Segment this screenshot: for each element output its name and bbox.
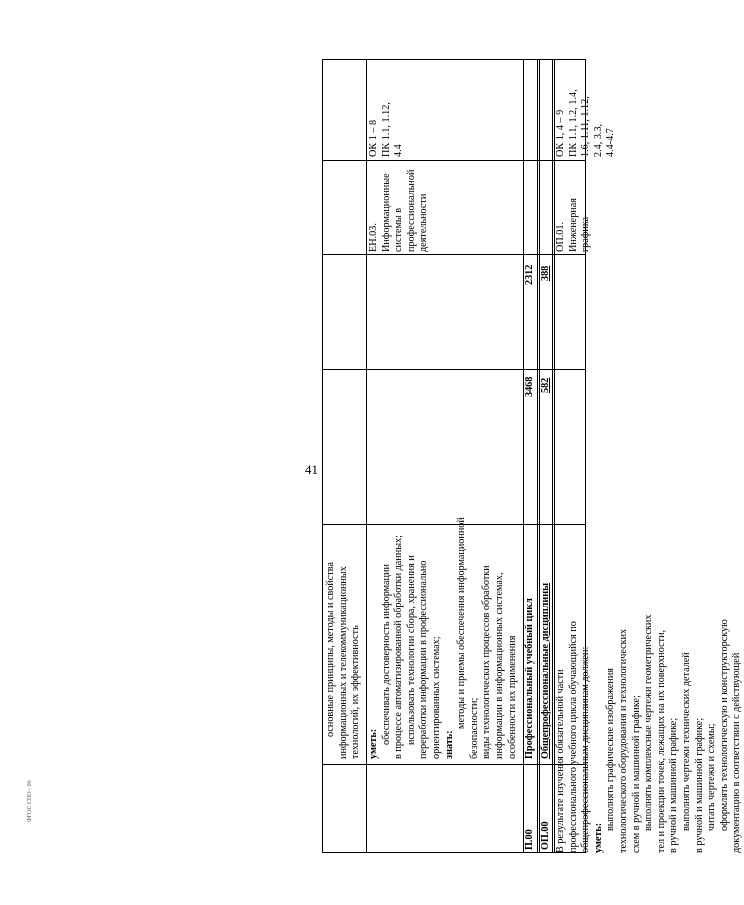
op-title: Общепрофессиональные дисциплины <box>540 582 551 759</box>
text-line: деятельности <box>418 193 430 252</box>
text-line: виды технологических процессов обработки <box>481 565 493 759</box>
text-line: В результате изучения обязательной части <box>555 669 566 853</box>
continuation-text <box>325 527 365 759</box>
text-line: 2.4, 3.3, <box>592 123 604 157</box>
row-separator <box>366 59 367 853</box>
text-line: основные принципы, методы и свойства <box>325 562 336 737</box>
text-line: выполнять чертежи технических деталей <box>680 652 692 831</box>
text-line: безопасности; <box>468 697 480 759</box>
text-line: переработки информации в профессионально <box>418 560 430 759</box>
text-line: профессиональной <box>405 169 417 252</box>
text-line: информационных и телекоммуникационных <box>337 566 349 759</box>
text-line: ОП.01. <box>555 222 566 252</box>
text-line: документацию в соответствии с действующей <box>731 652 743 853</box>
text-line: системы в <box>393 207 405 252</box>
column-separator <box>322 764 586 765</box>
column-separator <box>322 254 586 255</box>
curriculum-table <box>322 59 743 853</box>
footer-code: ФГОС СПО - 06 <box>27 780 33 822</box>
text-line: 1.6, 1.11, 1.12, <box>580 96 592 157</box>
text-line: информации в информационных системах, <box>493 572 505 759</box>
text-line: Инженерная <box>567 198 579 252</box>
competences-en03 <box>368 61 413 157</box>
text-line: 4.4 <box>393 144 405 157</box>
row-separator <box>537 59 538 853</box>
text-line: выполнять графические изображения <box>605 668 617 831</box>
text-line: графика <box>580 216 592 252</box>
text-line: в ручной и машинной графике; <box>668 717 680 853</box>
competences-op01 <box>555 61 617 157</box>
column-separator <box>322 852 586 853</box>
cycle-hours-max: 3468 <box>524 376 535 397</box>
text-line: ОК 1 – 8 <box>368 119 379 157</box>
text-line: общепрофессиональным дисциплинам должен: <box>580 646 592 853</box>
text-line: технологий, их эффективность <box>350 625 362 759</box>
op-code: ОП.00 <box>540 821 551 850</box>
text-line: тел и проекции точек, лежащих на их поверхности, <box>655 629 667 853</box>
text-line: профессионального учебного цикла обучающийся по <box>567 621 579 853</box>
op-hours-max: 582 <box>540 377 551 393</box>
column-separator <box>322 160 586 161</box>
column-separator <box>322 524 586 525</box>
text-line: оформлять технологическую и конструкторскую <box>718 619 730 831</box>
text-line: использовать технологии сбора, хранения и <box>405 555 417 745</box>
text-line: ПК 1.1, 1.2, 1.4, <box>567 89 579 157</box>
text-line: ПК 1.1, 1.12, <box>380 102 392 157</box>
text-line: читать чертежи и схемы; <box>706 723 718 831</box>
page-number: 41 <box>305 462 318 477</box>
table-border-top <box>322 59 323 853</box>
discipline-en03 <box>368 162 448 252</box>
text-line: ЕН.03. <box>368 223 379 252</box>
text-line: выполнять комплексные чертежи геометрических <box>643 614 655 831</box>
text-line: ориентированных системах; <box>430 636 442 759</box>
text-line: 4.4-4.7 <box>605 128 617 157</box>
text-line: обеспечивать достоверность информации <box>380 564 392 745</box>
umet-label: уметь: <box>368 728 379 759</box>
text-line: Информационные <box>380 173 392 252</box>
text-line: ОК 1, 4 – 9 <box>555 109 566 157</box>
text-line: в ручной и машинной графике; <box>693 717 705 853</box>
text-line: особенности их применения <box>506 635 518 759</box>
text-line: методы и приемы обеспечения информационной <box>456 517 468 729</box>
cycle-title: Профессиональный учебный цикл <box>524 598 535 759</box>
text-line: технологического оборудования и технологических <box>617 628 629 853</box>
znat-label: знать: <box>443 730 455 759</box>
general-skills-content <box>555 527 743 853</box>
cycle-code: П.00 <box>524 829 535 850</box>
column-separator <box>322 369 586 370</box>
op-hours-class: 388 <box>540 265 551 281</box>
cycle-hours-class: 2312 <box>524 264 535 285</box>
skills-content <box>368 517 523 759</box>
discipline-op01 <box>555 162 592 252</box>
column-separator <box>322 59 586 60</box>
text-line: в процессе автоматизированной обработки данных; <box>393 535 405 759</box>
umet-label: уметь: <box>592 822 604 853</box>
text-line: схем в ручной и машинной графике; <box>630 695 642 853</box>
